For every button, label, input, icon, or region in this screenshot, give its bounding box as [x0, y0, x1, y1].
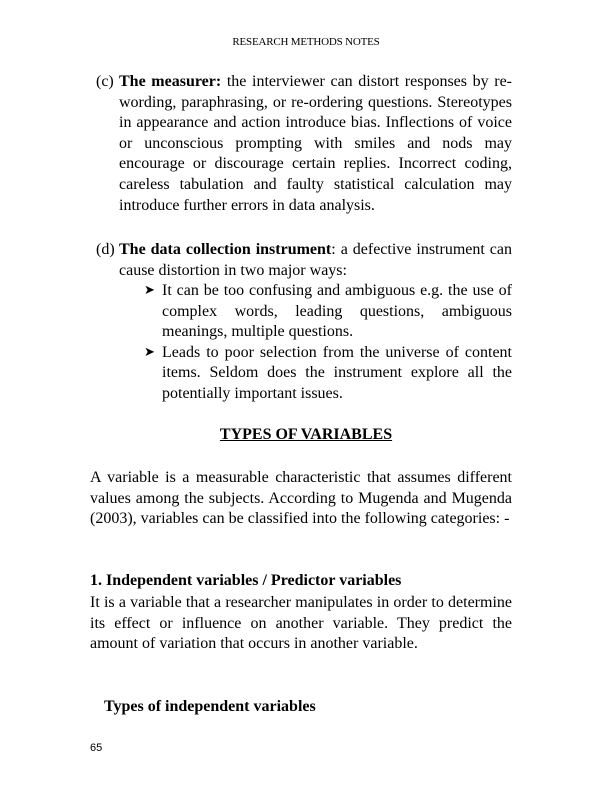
section-title: TYPES OF VARIABLES — [219, 426, 393, 443]
item-marker: (c) — [96, 73, 114, 90]
item-lead: The measurer: — [119, 73, 222, 90]
bullet-list — [144, 281, 512, 405]
running-header: RESEARCH METHODS NOTES — [232, 36, 380, 48]
page-number: 65 — [90, 742, 103, 754]
item-body — [96, 72, 512, 216]
bullet-text: It can be too confusing and ambiguous e.g. the use of complex words, leading questions, ambiguous meanings, multiple questions. — [162, 282, 512, 341]
item-marker: (d) — [96, 241, 115, 258]
item-text: : a defective instrument can cause distortion in two major ways: — [119, 241, 512, 279]
bullet-item — [144, 343, 512, 405]
list-item-c — [96, 72, 512, 216]
list-item-d — [96, 240, 512, 281]
item-text: the interviewer can distort responses by re-wording, paraphrasing, or re-ordering questions. Stereotypes in appearance and action introduce bias. Inflections of voice or unconscious prompting with smiles and nods may encourage or discourage certain replies. Incorrect coding, careless tabulation and faulty statistical calculation may introduce further errors in data analysis. — [119, 73, 513, 214]
item-lead: The data collection instrument — [119, 241, 332, 258]
arrow-bullet-icon: ➤ — [144, 344, 155, 360]
item-body — [96, 240, 512, 281]
arrow-bullet-icon: ➤ — [144, 283, 155, 298]
bullet-item — [144, 281, 512, 343]
independent-heading: 1. Independent variables / Predictor variables — [90, 572, 402, 589]
independent-subheading: Types of independent variables — [104, 698, 316, 715]
section-intro: A variable is a measurable characteristic that assumes different values among the subjects. According to Mugenda and Mugenda (2003), variables can be classified into the following categories: - — [90, 469, 512, 528]
bullet-text: Leads to poor selection from the universe of content items. Seldom does the instrument explore all the potentially important issues. — [162, 343, 512, 402]
independent-paragraph: It is a variable that a researcher manipulates in order to determine its effect or influence on another variable. They predict the amount of variation that occurs in another variable. — [90, 594, 512, 653]
